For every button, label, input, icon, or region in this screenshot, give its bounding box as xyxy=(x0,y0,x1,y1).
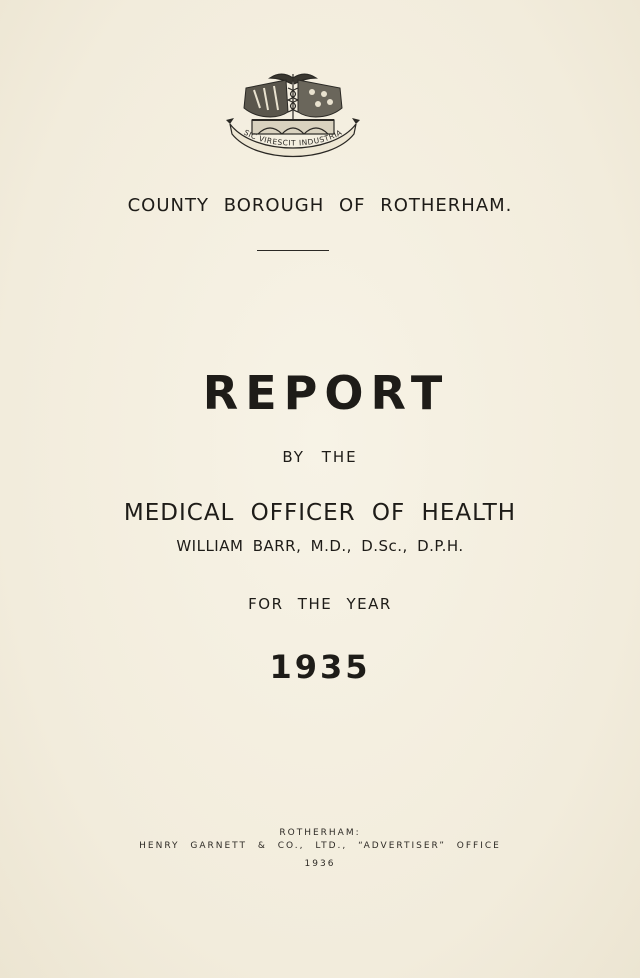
imprint-year: 1936 xyxy=(304,859,336,869)
report-year: 1935 xyxy=(269,648,371,686)
imprint-place: ROTHERHAM: xyxy=(279,828,361,838)
for-the-year-text: FOR THE YEAR xyxy=(248,595,392,613)
officer-name: WILLIAM BARR, M.D., D.Sc., D.P.H. xyxy=(176,537,464,555)
borough-heading: COUNTY BOROUGH OF ROTHERHAM. xyxy=(127,195,513,216)
crest-motto: SIC VIRESCIT INDUSTRIA xyxy=(242,127,344,148)
officer-title: MEDICAL OFFICER OF HEALTH xyxy=(123,500,517,526)
divider-rule xyxy=(257,250,329,251)
by-the-text: BY THE xyxy=(282,448,358,466)
coat-of-arms-icon xyxy=(226,68,360,168)
report-title: REPORT xyxy=(202,366,450,420)
imprint-printer: HENRY GARNETT & CO., LTD., “ADVERTISER” OFFICE xyxy=(139,841,501,851)
